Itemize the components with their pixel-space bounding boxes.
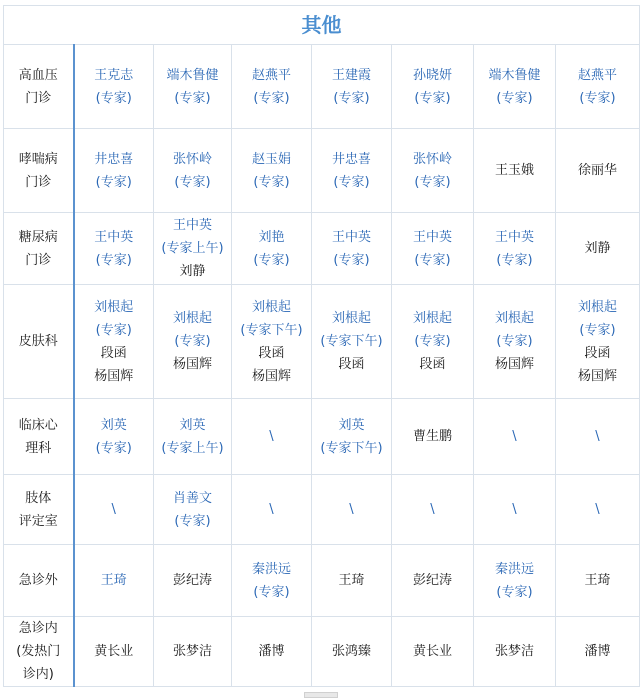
schedule-cell	[154, 213, 232, 285]
schedule-cell	[232, 45, 312, 129]
schedule-cell	[392, 545, 474, 617]
schedule-cell	[392, 285, 474, 399]
schedule-cell	[74, 475, 154, 545]
row-header-line: 肢体	[25, 490, 52, 506]
row-header	[4, 285, 74, 399]
cell-line[interactable]: 王琦	[100, 573, 127, 588]
cell-line[interactable]: 刘根起	[494, 311, 534, 326]
cell-line[interactable]: 端木鲁健	[488, 67, 541, 83]
row-header-line: 诊内)	[22, 667, 54, 682]
schedule-cell	[474, 475, 556, 545]
cell-line[interactable]: (专家上午)	[161, 241, 224, 256]
cell-line: 杨国辉	[172, 357, 212, 372]
cell-line[interactable]: \	[512, 429, 517, 444]
schedule-cell	[312, 545, 392, 617]
cell-line[interactable]: 张怀岭	[412, 151, 452, 167]
horizontal-scrollbar-thumb[interactable]	[304, 692, 338, 698]
cell-line[interactable]: (专家下午)	[320, 334, 383, 349]
cell-line[interactable]: 王中英	[412, 229, 452, 245]
cell-line: 段函	[419, 357, 446, 372]
schedule-cell	[392, 45, 474, 129]
schedule-cell	[392, 129, 474, 213]
cell-line[interactable]: 刘根起	[412, 311, 452, 326]
schedule-cell	[232, 545, 312, 617]
row-header	[4, 45, 74, 129]
cell-line[interactable]: 刘根起	[577, 299, 617, 315]
cell-line[interactable]: (专家)	[95, 322, 132, 338]
cell-line: 王玉娥	[494, 163, 534, 178]
row-header-line: 糖尿病	[18, 229, 58, 245]
schedule-cell	[154, 617, 232, 687]
row-header	[4, 475, 74, 545]
cell-line: 张鸿臻	[331, 644, 371, 659]
schedule-cell	[154, 475, 232, 545]
row-header	[4, 129, 74, 213]
table-row	[4, 399, 640, 475]
schedule-cell	[232, 213, 312, 285]
cell-line[interactable]: (专家)	[333, 90, 370, 106]
schedule-cell	[232, 285, 312, 399]
schedule-cell	[154, 129, 232, 213]
schedule-cell	[556, 45, 640, 129]
schedule-cell	[232, 475, 312, 545]
cell-line[interactable]: (专家下午)	[320, 440, 383, 456]
cell-line[interactable]: \	[269, 502, 274, 517]
cell-line: 黄长业	[412, 644, 452, 659]
schedule-cell	[312, 45, 392, 129]
schedule-cell	[74, 45, 154, 129]
cell-line[interactable]: 王中英	[331, 229, 371, 245]
schedule-cell	[312, 285, 392, 399]
schedule-cell	[474, 45, 556, 129]
cell-line[interactable]: \	[269, 429, 274, 444]
cell-line[interactable]: (专家)	[496, 90, 533, 106]
schedule-cell	[312, 399, 392, 475]
table-row	[4, 45, 640, 129]
schedule-cell	[556, 399, 640, 475]
cell-line: 杨国辉	[494, 357, 534, 372]
schedule-cell	[392, 617, 474, 687]
cell-line[interactable]: (专家)	[579, 322, 616, 338]
cell-line[interactable]: (专家)	[414, 334, 451, 349]
schedule-cell	[474, 285, 556, 399]
schedule-cell	[154, 285, 232, 399]
schedule-cell	[74, 129, 154, 213]
cell-line[interactable]: (专家)	[253, 90, 290, 106]
cell-line[interactable]: 刘艳	[258, 229, 285, 245]
cell-line[interactable]: \	[111, 502, 116, 517]
cell-line[interactable]: 王中英	[494, 229, 534, 245]
cell-line[interactable]: 赵燕平	[577, 67, 617, 83]
row-header-line: 急诊外	[18, 573, 58, 588]
cell-line[interactable]: \	[512, 502, 517, 517]
schedule-cell	[312, 213, 392, 285]
row-header	[4, 213, 74, 285]
cell-line[interactable]: (专家)	[174, 513, 211, 529]
cell-line[interactable]: (专家下午)	[240, 322, 303, 338]
cell-line[interactable]: 赵玉娟	[251, 151, 291, 167]
table-row	[4, 285, 640, 399]
schedule-cell	[474, 617, 556, 687]
cell-line: 刘静	[584, 241, 611, 256]
cell-line: 段函	[258, 345, 285, 361]
cell-line: 刘静	[179, 264, 206, 279]
cell-line: 张梦洁	[494, 644, 534, 659]
cell-line[interactable]: (专家)	[333, 252, 370, 268]
cell-line: 潘博	[258, 644, 285, 659]
cell-line[interactable]: 肖善文	[172, 490, 212, 506]
schedule-cell	[74, 545, 154, 617]
cell-line[interactable]: 张怀岭	[172, 151, 212, 167]
cell-line: 曹生鹏	[412, 429, 452, 444]
cell-line[interactable]: (专家)	[496, 584, 533, 600]
cell-line: 潘博	[584, 644, 611, 659]
table-row	[4, 213, 640, 285]
schedule-cell	[74, 399, 154, 475]
cell-line[interactable]: 刘根起	[251, 299, 291, 315]
schedule-cell	[556, 617, 640, 687]
cell-line: 彭纪涛	[412, 573, 452, 588]
cell-line[interactable]: (专家)	[414, 90, 451, 106]
cell-line: 徐丽华	[577, 163, 617, 178]
schedule-cell	[312, 129, 392, 213]
schedule-cell	[392, 213, 474, 285]
cell-line[interactable]: \	[595, 429, 600, 444]
row-header-line: 皮肤科	[18, 334, 58, 349]
cell-line: 段函	[100, 345, 127, 361]
cell-line[interactable]: (专家)	[496, 334, 533, 349]
cell-line[interactable]: (专家)	[95, 174, 132, 190]
cell-line[interactable]: (专家)	[95, 440, 132, 456]
schedule-cell	[74, 213, 154, 285]
schedule-cell	[312, 475, 392, 545]
row-header	[4, 545, 74, 617]
cell-line[interactable]: (专家)	[414, 252, 451, 268]
row-header	[4, 617, 74, 687]
cell-line[interactable]: (专家)	[174, 334, 211, 349]
schedule-table	[3, 5, 640, 687]
schedule-cell	[232, 129, 312, 213]
cell-line: 杨国辉	[577, 368, 617, 384]
row-header-line: 高血压	[18, 67, 58, 83]
row-header-line: 哮喘病	[18, 151, 58, 167]
cell-line[interactable]: (专家上午)	[161, 440, 224, 456]
cell-line: 张梦洁	[172, 644, 212, 659]
cell-line[interactable]: 端木鲁健	[166, 67, 219, 83]
row-header-line: 理科	[25, 440, 52, 456]
cell-line: 段函	[338, 357, 365, 372]
cell-line: 黄长业	[94, 644, 134, 659]
cell-line[interactable]: 刘根起	[172, 311, 212, 326]
cell-line: 杨国辉	[251, 368, 291, 384]
schedule-cell	[556, 475, 640, 545]
table-title: 其他	[4, 6, 640, 45]
schedule-cell	[556, 545, 640, 617]
schedule-cell	[474, 213, 556, 285]
cell-line[interactable]: (专家)	[253, 174, 290, 190]
cell-line[interactable]: (专家)	[174, 90, 211, 106]
schedule-cell	[154, 45, 232, 129]
cell-line[interactable]: 王建霞	[331, 67, 371, 83]
cell-line[interactable]: (专家)	[333, 174, 370, 190]
schedule-cell	[232, 617, 312, 687]
cell-line[interactable]: (专家)	[95, 252, 132, 268]
row-header-line: 评定室	[18, 513, 58, 529]
row-header	[4, 399, 74, 475]
cell-line[interactable]: 刘英	[338, 417, 365, 433]
schedule-cell	[154, 399, 232, 475]
schedule-cell	[556, 285, 640, 399]
cell-line[interactable]: 刘根起	[331, 311, 371, 326]
cell-line[interactable]: 刘英	[100, 417, 127, 433]
cell-line: 王琦	[338, 573, 365, 588]
schedule-cell	[392, 399, 474, 475]
cell-line[interactable]: (专家)	[253, 252, 290, 268]
cell-line[interactable]: (专家)	[95, 90, 132, 106]
schedule-cell	[392, 475, 474, 545]
cell-line[interactable]: (专家)	[253, 584, 290, 600]
schedule-cell	[474, 399, 556, 475]
cell-line[interactable]: 刘根起	[94, 299, 134, 315]
table-row	[4, 475, 640, 545]
row-header-line: 临床心	[18, 417, 58, 433]
cell-line[interactable]: \	[595, 502, 600, 517]
cell-line[interactable]: 赵燕平	[251, 67, 291, 83]
cell-line[interactable]: 王中英	[94, 229, 134, 245]
schedule-cell	[556, 129, 640, 213]
schedule-cell	[232, 399, 312, 475]
row-header-line: 门诊	[25, 174, 52, 190]
schedule-cell	[312, 617, 392, 687]
cell-line[interactable]: (专家)	[414, 174, 451, 190]
cell-line: 段函	[584, 345, 611, 361]
schedule-cell	[74, 617, 154, 687]
cell-line[interactable]: (专家)	[579, 90, 616, 106]
cell-line[interactable]: (专家)	[174, 174, 211, 190]
cell-line[interactable]: \	[349, 502, 354, 517]
cell-line: 彭纪涛	[172, 573, 212, 588]
cell-line[interactable]: 秦洪远	[494, 561, 534, 577]
cell-line: 杨国辉	[94, 368, 134, 384]
row-header-line: 门诊	[25, 252, 52, 268]
cell-line[interactable]: 井忠喜	[331, 151, 371, 167]
cell-line[interactable]: 刘英	[179, 417, 206, 433]
cell-line: 王琦	[584, 573, 611, 588]
schedule-cell	[474, 545, 556, 617]
cell-line[interactable]: 孙晓妍	[412, 67, 452, 83]
schedule-cell	[474, 129, 556, 213]
row-header-line: 急诊内	[18, 621, 58, 636]
table-row	[4, 617, 640, 687]
row-header-line: (发热门	[16, 644, 61, 659]
schedule-cell	[154, 545, 232, 617]
cell-line[interactable]: 秦洪远	[251, 561, 291, 577]
table-row	[4, 545, 640, 617]
cell-line[interactable]: \	[430, 502, 435, 517]
cell-line[interactable]: 王克志	[94, 67, 134, 83]
row-header-line: 门诊	[25, 90, 52, 106]
cell-line[interactable]: 井忠喜	[94, 151, 134, 167]
cell-line[interactable]: 王中英	[172, 218, 212, 233]
schedule-cell	[74, 285, 154, 399]
table-row	[4, 129, 640, 213]
cell-line[interactable]: (专家)	[496, 252, 533, 268]
schedule-cell	[556, 213, 640, 285]
